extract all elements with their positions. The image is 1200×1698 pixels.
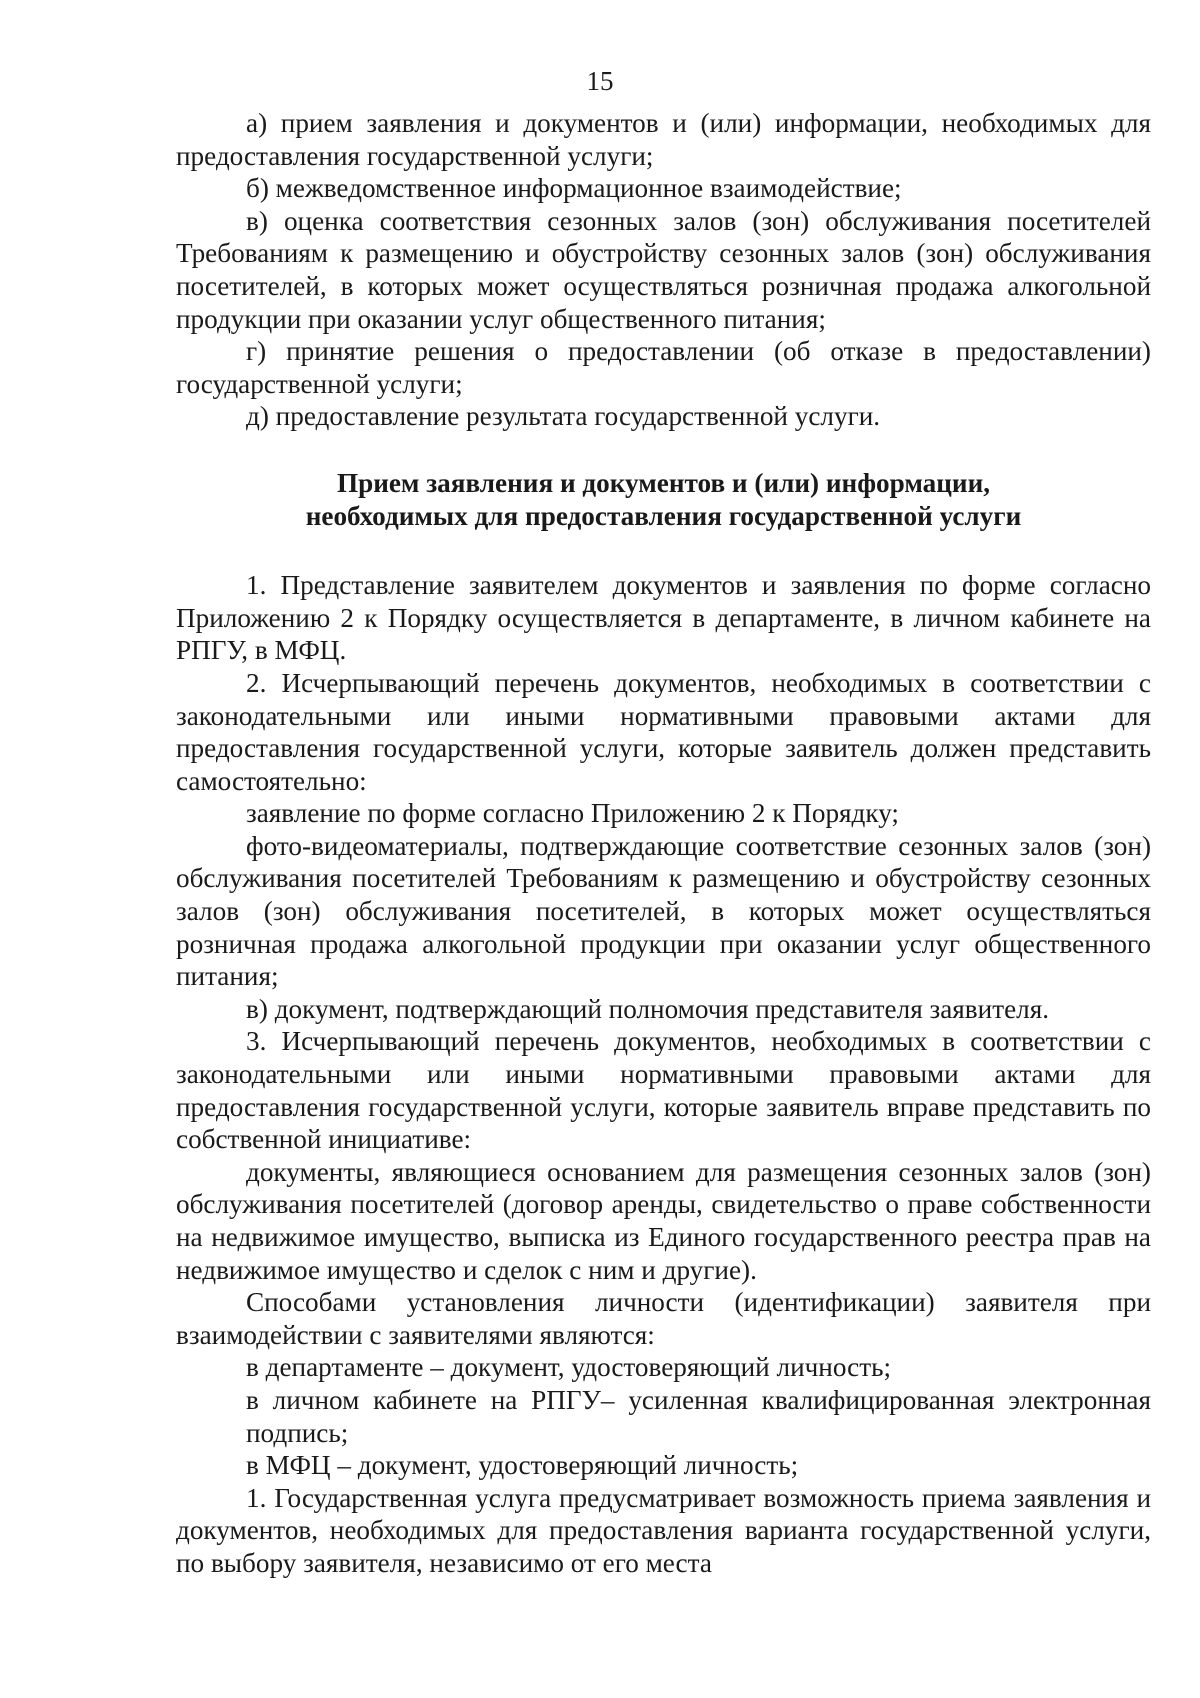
section-heading-line-1: Прием заявления и документов и (или) информации, xyxy=(336,467,991,498)
list-item-v: в) оценка соответствия сезонных залов (зон) обслуживания посетителей Требованиям к размещению и обустройству сезонных залов (зон) обслуживания посетителей, в которых может осуществляться розничная продажа алкогольной продукции при оказании услуг общественного питания; xyxy=(176,205,1151,334)
section-heading xyxy=(176,467,1151,532)
paragraph-4-item-2: в личном кабинете на РПГУ– усиленная квалифицированная электронная подпись; xyxy=(246,1384,1151,1448)
paragraph-2-item-3: в) документ, подтверждающий полномочия представителя заявителя. xyxy=(246,993,1050,1024)
list-item-g: г) принятие решения о предоставлении (об отказе в предоставлении) государственной услуги; xyxy=(176,336,1151,399)
document-body xyxy=(176,107,1151,1580)
section-heading-line-2: необходимых для предоставления государственной услуги xyxy=(305,500,1022,531)
paragraph-5: 1. Государственная услуга предусматривает возможность приема заявления и документов, необходимых для предоставления варианта государственной услуги, по выбору заявителя, независимо от его места xyxy=(176,1482,1151,1578)
list-item-d: д) предоставление результата государственной услуги. xyxy=(246,401,881,432)
page-number: 15 xyxy=(586,66,614,96)
list-item-b: б) межведомственное информационное взаимодействие; xyxy=(246,173,902,204)
paragraph-2-item-2: фото-видеоматериалы, подтверждающие соответствие сезонных залов (зон) обслуживания посетителей Требованиям к размещению и обустройству сезонных залов (зон) обслуживания посетителей, в которых может осуществляться розничная продажа алкогольной продукции при оказании услуг общественного питания; xyxy=(176,830,1151,992)
paragraph-4-item-1: в департаменте – документ, удостоверяющий личность; xyxy=(246,1352,892,1383)
paragraph-4: Способами установления личности (идентификации) заявителя при взаимодействии с заявителями являются: xyxy=(176,1287,1151,1350)
paragraph-2: 2. Исчерпывающий перечень документов, необходимых в соответствии с законодательными или иными нормативными правовыми актами для предоставления государственной услуги, которые заявитель должен представить самостоятельно: xyxy=(176,667,1151,796)
paragraph-3: 3. Исчерпывающий перечень документов, необходимых в соответствии с законодательными или иными нормативными правовыми актами для предоставления государственной услуги, которые заявитель вправе представить по собственной инициативе: xyxy=(176,1026,1151,1155)
paragraph-1: 1. Представление заявителем документов и заявления по форме согласно Приложению 2 к Порядку осуществляется в департаменте, в личном кабинете на РПГУ, в МФЦ. xyxy=(176,570,1151,666)
paragraph-3-item-1: документы, являющиеся основанием для размещения сезонных залов (зон) обслуживания посетителей (договор аренды, свидетельство о праве собственности на недвижимое имущество, выписка из Единого государственного реестра прав на недвижимое имущество и сделок с ним и другие). xyxy=(176,1156,1151,1285)
paragraph-2-item-1: заявление по форме согласно Приложению 2 к Порядку; xyxy=(246,798,899,829)
paragraph-4-item-3: в МФЦ – документ, удостоверяющий личность; xyxy=(246,1450,799,1481)
list-item-a: а) прием заявления и документов и (или) информации, необходимых для предоставления государственной услуги; xyxy=(176,108,1151,171)
